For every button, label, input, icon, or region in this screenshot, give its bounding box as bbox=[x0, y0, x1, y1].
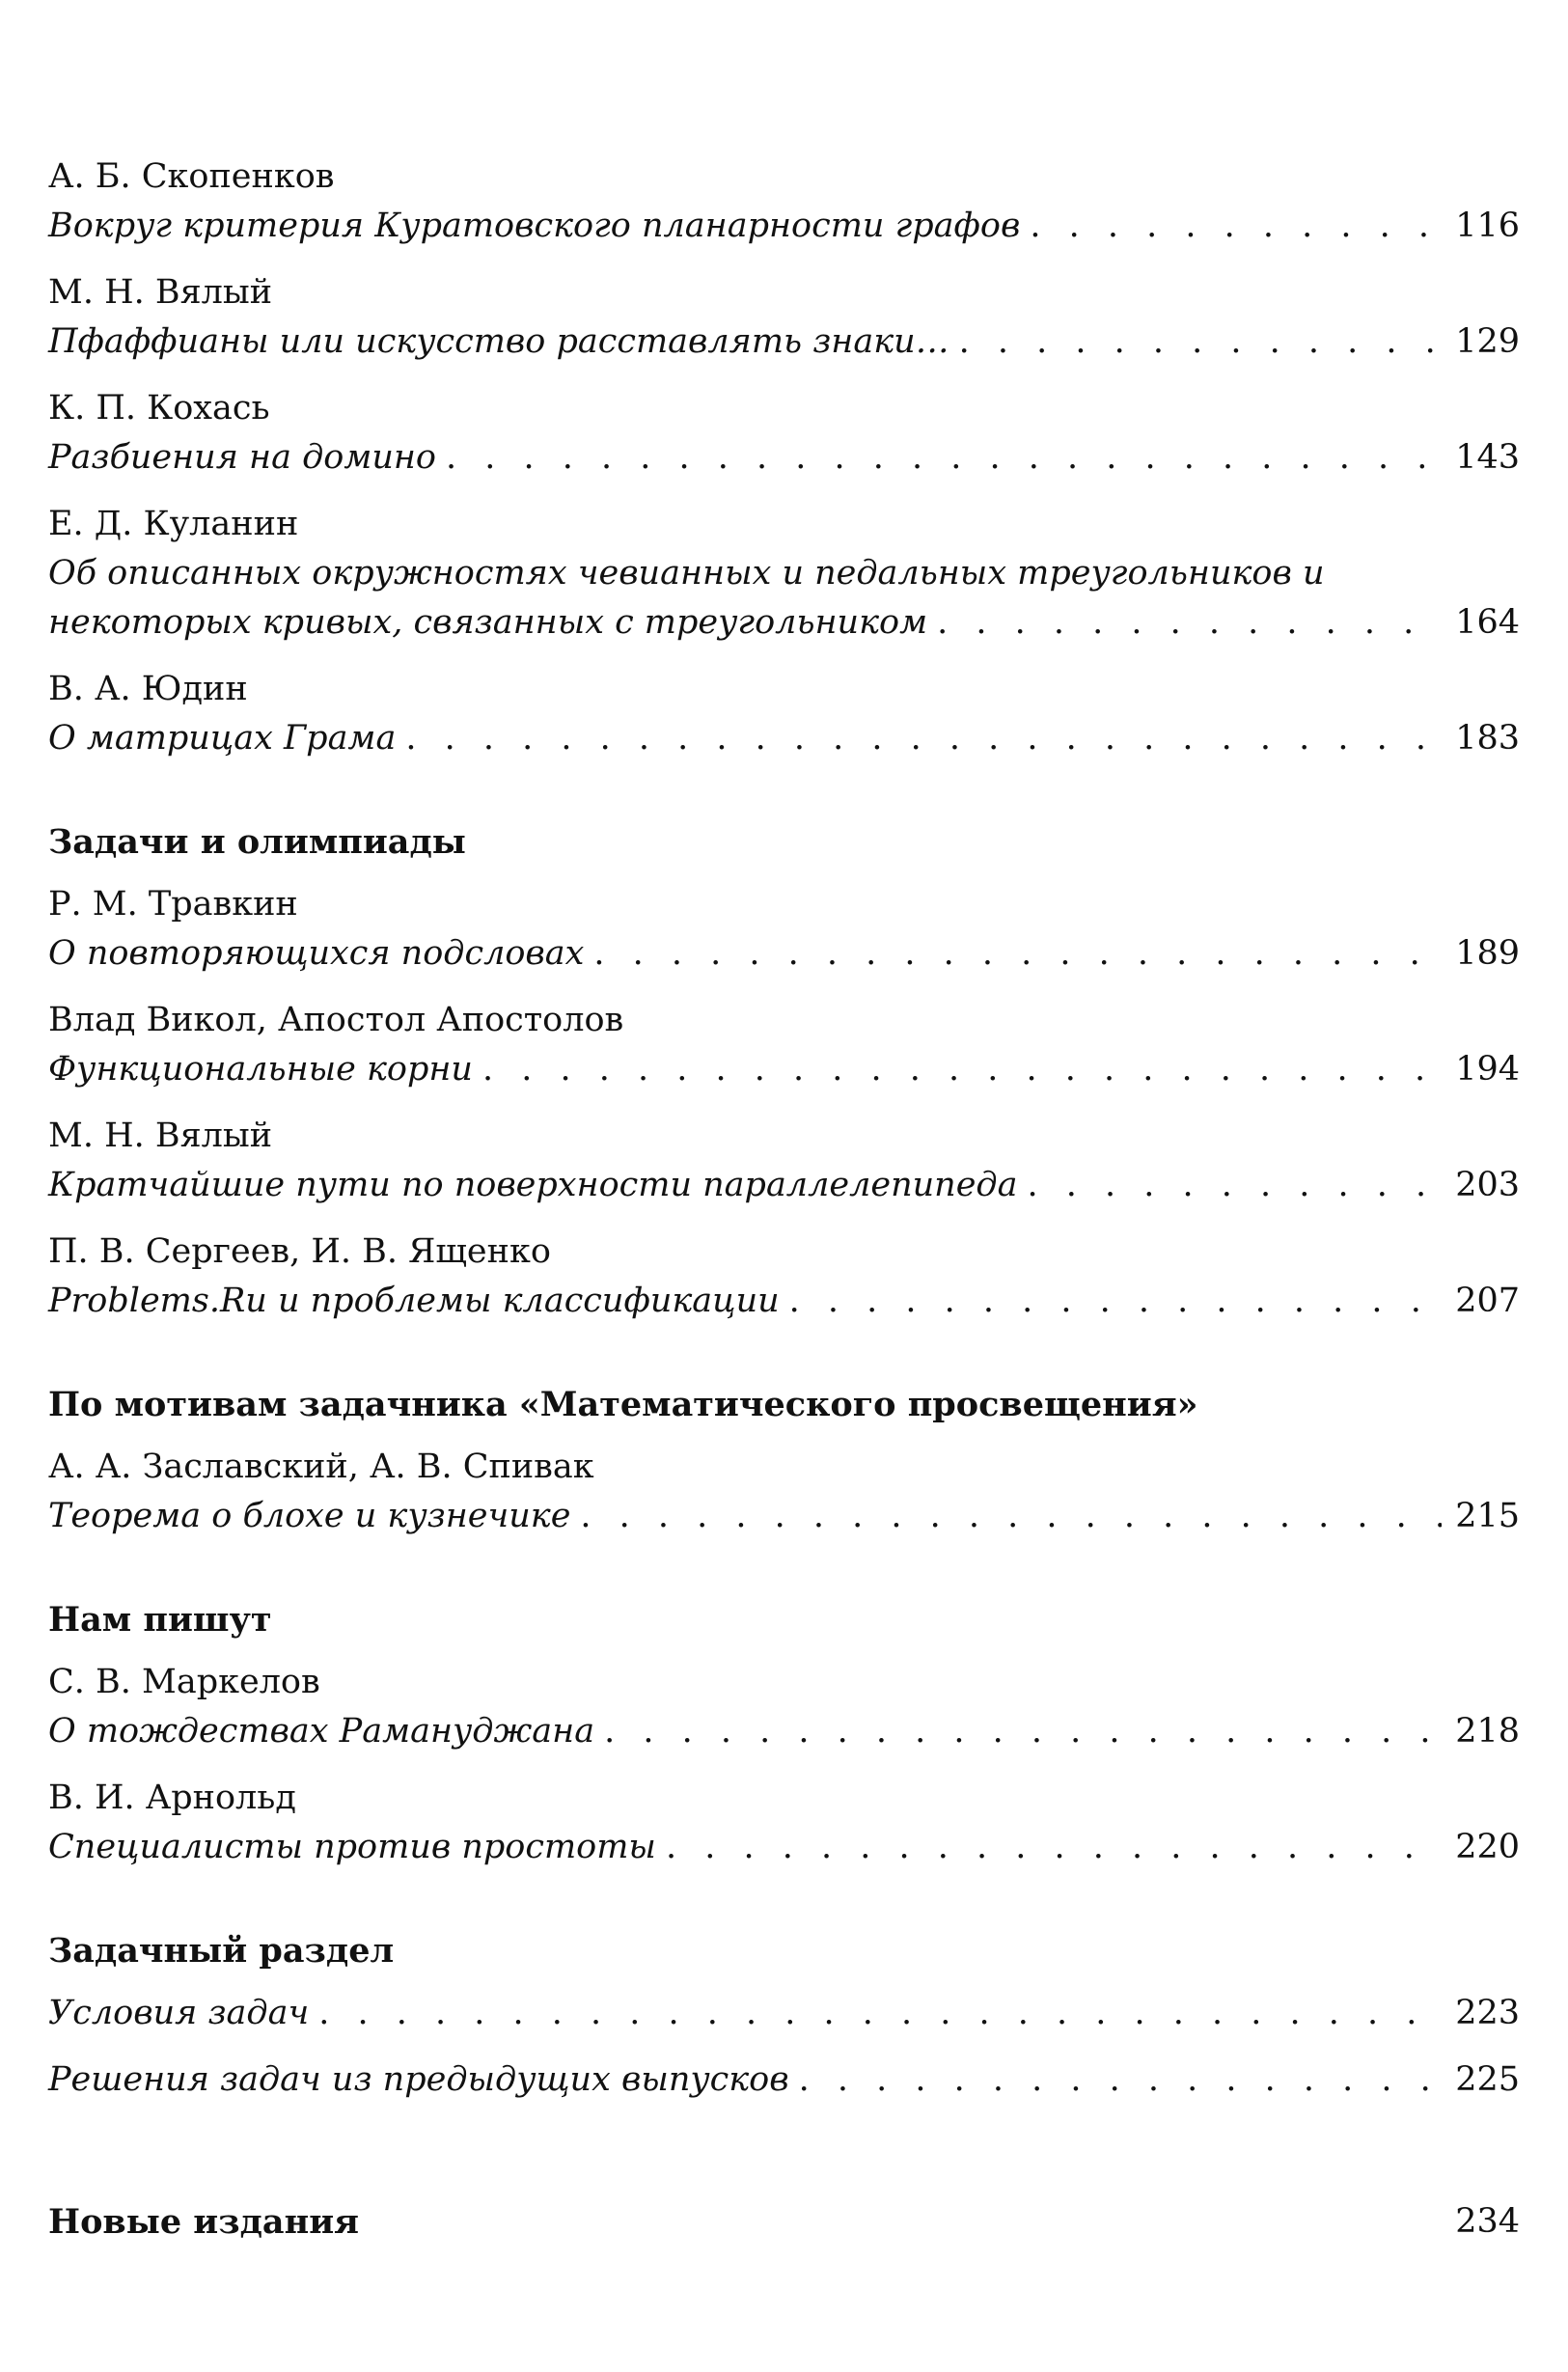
entry-author: Р. М. Травкин bbox=[48, 885, 298, 924]
dot-leader bbox=[789, 1277, 1443, 1326]
entry-title: Кратчайшие пути по поверхности параллелепипеда bbox=[48, 1166, 1018, 1204]
dot-leader bbox=[446, 433, 1442, 483]
entry-title: Теорема о блохе и кузнечике bbox=[48, 1497, 571, 1535]
toc-entry bbox=[48, 2055, 1520, 2105]
entry-title: Problems.Ru и проблемы классификации bbox=[48, 1282, 780, 1320]
toc-entry bbox=[48, 996, 1520, 1094]
dot-leader bbox=[482, 1045, 1442, 1094]
entry-page-number: 129 bbox=[1455, 322, 1520, 361]
entry-title-row[interactable] bbox=[48, 1277, 1520, 1326]
toc-entry bbox=[48, 152, 1520, 251]
entry-page-number: 183 bbox=[1455, 719, 1520, 758]
entry-author: П. В. Сергеев, И. В. Ященко bbox=[48, 1232, 551, 1271]
dot-leader bbox=[593, 929, 1442, 979]
toc-entry bbox=[48, 384, 1520, 483]
dot-leader bbox=[604, 1707, 1442, 1756]
toc-entry bbox=[48, 1658, 1520, 1756]
entry-title: Условия задач bbox=[48, 1994, 310, 2032]
entry-title-row[interactable] bbox=[48, 714, 1520, 763]
entry-author: Е. Д. Куланин bbox=[48, 505, 299, 543]
entry-title: Решения задач из предыдущих выпусков bbox=[48, 2060, 789, 2099]
entry-title-row[interactable] bbox=[48, 433, 1520, 483]
toc-entry bbox=[48, 1227, 1520, 1326]
entry-author: С. В. Маркелов bbox=[48, 1663, 320, 1701]
entry-title-row[interactable] bbox=[48, 929, 1520, 979]
entry-page-number: 215 bbox=[1455, 1497, 1520, 1535]
section-heading: Задачи и олимпиады bbox=[48, 822, 466, 862]
entry-page-number: 218 bbox=[1455, 1712, 1520, 1751]
entry-title: Вокруг критерия Куратовского планарности графов bbox=[48, 207, 1021, 245]
entry-page-number: 207 bbox=[1455, 1282, 1520, 1320]
entry-page-number: 164 bbox=[1455, 603, 1520, 642]
entry-title: Функциональные корни bbox=[48, 1050, 473, 1089]
dot-leader bbox=[318, 1989, 1442, 2038]
entry-title: О матрицах Грама bbox=[48, 719, 397, 758]
entry-title-row[interactable] bbox=[48, 1989, 1520, 2038]
entry-title-row[interactable] bbox=[48, 1492, 1520, 1541]
toc-entry bbox=[48, 500, 1520, 648]
entry-title: О тождествах Рамануджана bbox=[48, 1712, 595, 1751]
dot-leader bbox=[799, 2055, 1443, 2105]
entry-author: М. Н. Вялый bbox=[48, 1117, 273, 1155]
entry-page-number: 189 bbox=[1455, 934, 1520, 973]
entry-title: некоторых кривых, связанных с треугольником bbox=[48, 603, 928, 642]
toc-entry bbox=[48, 268, 1520, 367]
entry-author: М. Н. Вялый bbox=[48, 273, 273, 312]
entry-title: Специалисты против простоты bbox=[48, 1828, 656, 1866]
entry-author: А. Б. Скопенков bbox=[48, 157, 335, 196]
entry-title-row[interactable] bbox=[48, 317, 1520, 367]
entry-page-number: 203 bbox=[1455, 1166, 1520, 1204]
section-heading: По мотивам задачника «Математического просвещения» bbox=[48, 1385, 1198, 1424]
entry-page-number: 223 bbox=[1455, 1994, 1520, 2032]
section-page-number: 234 bbox=[1455, 2202, 1520, 2241]
section-heading-with-page[interactable] bbox=[48, 2197, 1520, 2247]
entry-title-row[interactable] bbox=[48, 1045, 1520, 1094]
entry-title-line[interactable]: Об описанных окружностях чевианных и педальных треугольников и bbox=[48, 554, 1325, 593]
entry-title: Разбиения на домино bbox=[48, 438, 437, 477]
toc-entry bbox=[48, 880, 1520, 979]
dot-leader bbox=[937, 598, 1442, 648]
section-title: Новые издания bbox=[48, 2202, 360, 2242]
entry-title-row[interactable] bbox=[48, 2055, 1520, 2105]
entry-page-number: 220 bbox=[1455, 1828, 1520, 1866]
toc-entry bbox=[48, 665, 1520, 763]
dot-leader bbox=[959, 317, 1443, 367]
dot-leader bbox=[666, 1823, 1442, 1872]
entry-title-row[interactable] bbox=[48, 202, 1520, 251]
dot-leader bbox=[1030, 202, 1442, 251]
entry-title-row[interactable] bbox=[48, 598, 1520, 648]
dot-leader bbox=[580, 1492, 1442, 1541]
dot-leader bbox=[405, 714, 1442, 763]
entry-title: О повторяющихся подсловах bbox=[48, 934, 585, 973]
entry-page-number: 116 bbox=[1455, 207, 1520, 245]
entry-author: К. П. Кохась bbox=[48, 389, 270, 428]
toc-entry bbox=[48, 1989, 1520, 2038]
entry-author: В. И. Арнольд bbox=[48, 1779, 296, 1817]
entry-page-number: 143 bbox=[1455, 438, 1520, 477]
entry-page-number: 194 bbox=[1455, 1050, 1520, 1089]
toc-entry bbox=[48, 1774, 1520, 1872]
table-of-contents bbox=[48, 152, 1520, 2247]
entry-title-row[interactable] bbox=[48, 1161, 1520, 1210]
section-heading: Нам пишут bbox=[48, 1600, 272, 1640]
dot-leader bbox=[1027, 1161, 1442, 1210]
section-heading: Задачный раздел bbox=[48, 1931, 395, 1971]
entry-title: Пфаффианы или искусство расставлять знаки… bbox=[48, 322, 949, 361]
toc-entry bbox=[48, 1112, 1520, 1210]
entry-title-row[interactable] bbox=[48, 1707, 1520, 1756]
toc-entry bbox=[48, 1443, 1520, 1541]
entry-author: Влад Викол, Апостол Апостолов bbox=[48, 1001, 624, 1039]
entry-title-row[interactable] bbox=[48, 1823, 1520, 1872]
entry-author: А. А. Заславский, А. В. Спивак bbox=[48, 1448, 594, 1486]
entry-page-number: 225 bbox=[1455, 2060, 1520, 2099]
entry-author: В. А. Юдин bbox=[48, 670, 248, 708]
